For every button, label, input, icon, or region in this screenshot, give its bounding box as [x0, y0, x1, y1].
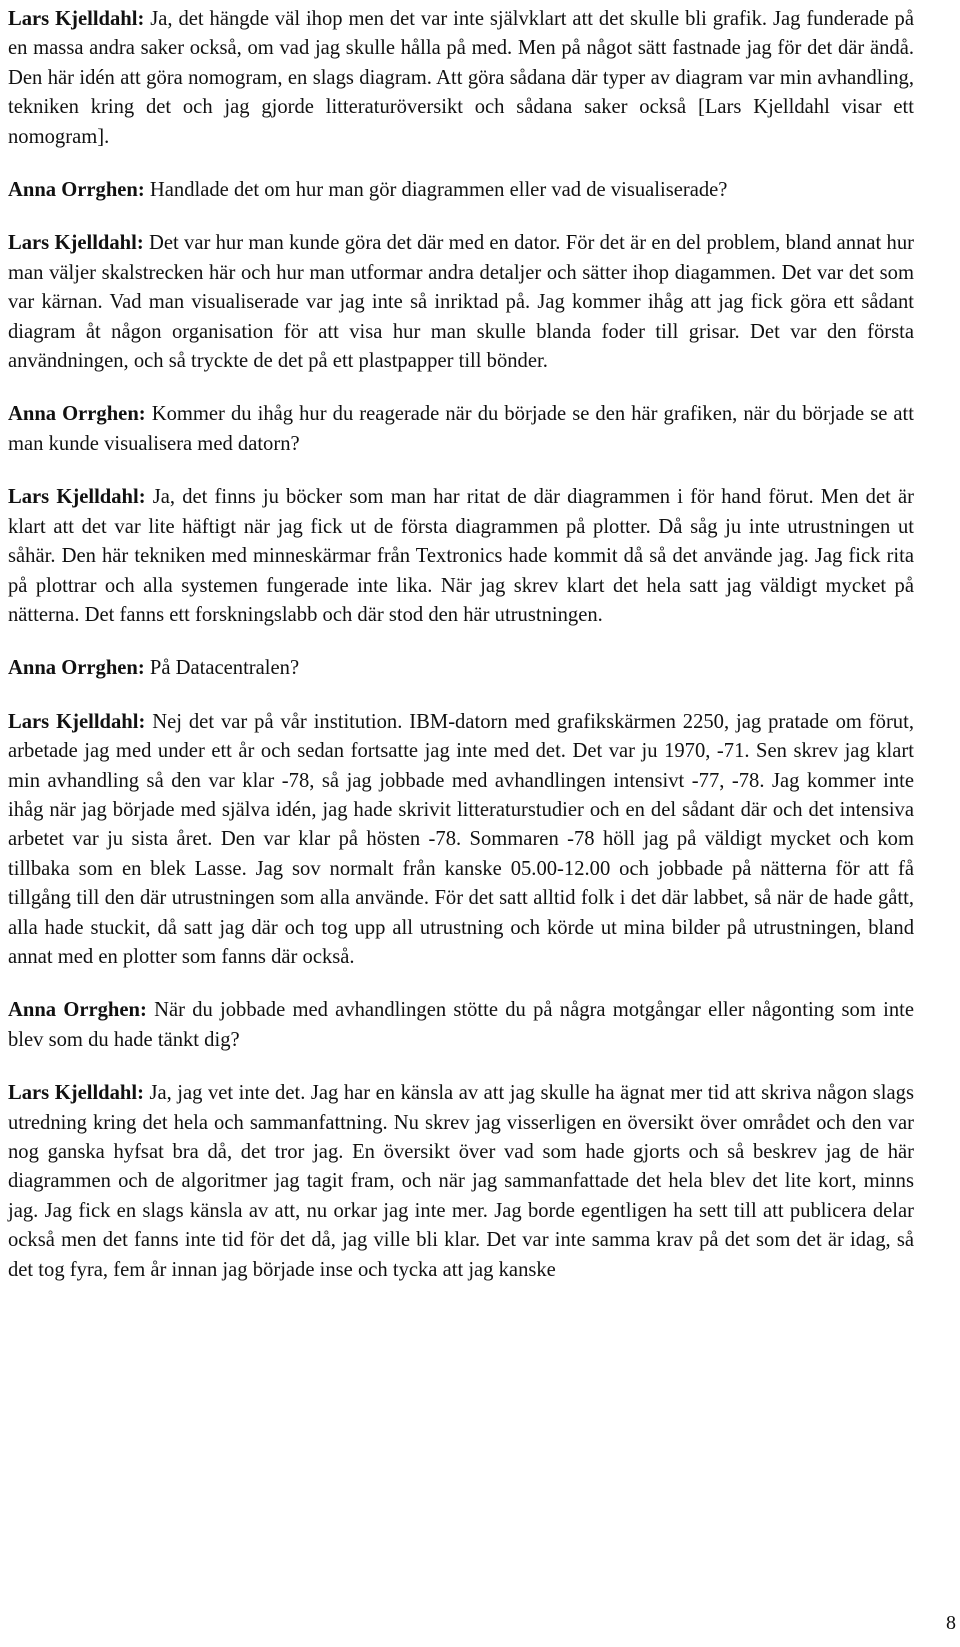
interview-transcript: [8, 5, 914, 1309]
speaker-name: Anna Orrghen:: [8, 657, 145, 680]
speaker-name: Anna Orrghen:: [8, 403, 146, 426]
transcript-paragraph: [8, 1079, 914, 1285]
utterance-text: Ja, det finns ju böcker som man har ritat de där diagrammen i för hand förut. Men det är klart att det var lite häftigt när jag fick ut de första diagrammen på plotter. Då såg ju inte utrustningen ut såhär. Den här tekniken med minneskärmar från Textronics hade kommit då så det använde jag. Jag fick rita på plottrar och alla systemen fungerade inte lika. När jag skrev klart det hela satt jag väldigt mycket på nätterna. Det fanns ett forskningslabb och där stod den här utrustningen.: [8, 486, 914, 626]
utterance-text: Ja, jag vet inte det. Jag har en känsla av att jag skulle ha ägnat mer tid att skriva någon slags utredning kring det hela och sammanfattning. Nu skrev jag visserligen en översikt över området och den var nog ganska hyfsat bra då, det tror jag. En översikt över vad som hade gjorts och så beskrev jag de här diagrammen och de algoritmer jag tagit fram, och när jag sammanfattade det hela blev det lite kort, minns jag. Jag fick en slags känsla av att, nu orkar jag inte mer. Jag borde egentligen ha sett till att publicera delar också men det fanns inte tid för det då, jag ville bli klar. Det var inte samma krav på det som det är idag, så det tog fyra, fem år innan jag började inse och tycka att jag kanske: [8, 1082, 914, 1281]
utterance-text: När du jobbade med avhandlingen stötte du på några motgångar eller någonting som inte blev som du hade tänkt dig?: [8, 999, 914, 1051]
utterance-text: Nej det var på vår institution. IBM-datorn med grafikskärmen 2250, jag pratade om förut, arbetade jag med under ett år och sedan fortsatte jag inte med det. Det var ju 1970, -71. Sen skrev jag klart min avhandling så den var klar -78, så jag jobbade med avhandlingen intensivt -77, -78. Jag kommer inte ihåg när jag började med själva idén, jag hade skrivit litteraturstudier och en del sådant där och det intensiva arbetet var ju sista året. Den var klar på hösten -78. Sommaren -78 höll jag på väldigt mycket och kom tillbaka som en blek Lasse. Jag sov normalt från kanske 05.00-12.00 och jobbade på nätterna för att få tillgång till den där utrustningen som alla använde. För det satt alltid folk i det där labbet, så när de hade gått, alla hade stuckit, då satt jag där och tog upp all utrustning och körde ut mina bilder på utrustningen, bland annat med en plotter som fanns där också.: [8, 710, 914, 968]
utterance-text: Kommer du ihåg hur du reagerade när du började se den här grafiken, när du började se att man kunde visualisera med datorn?: [8, 403, 914, 455]
utterance-text: På Datacentralen?: [149, 657, 300, 680]
transcript-paragraph: [8, 5, 914, 152]
transcript-paragraph: [8, 400, 914, 459]
transcript-paragraph: [8, 483, 914, 630]
speaker-name: Lars Kjelldahl:: [8, 232, 144, 255]
speaker-name: Anna Orrghen:: [8, 179, 145, 202]
page-number: 8: [946, 1612, 956, 1634]
transcript-paragraph: [8, 229, 914, 376]
speaker-name: Lars Kjelldahl:: [8, 486, 146, 509]
transcript-paragraph: [8, 176, 914, 205]
speaker-name: Lars Kjelldahl:: [8, 1082, 144, 1105]
utterance-text: Ja, det hängde väl ihop men det var inte självklart att det skulle bli grafik. Jag funderade på en massa andra saker också, om vad jag skulle hålla på med. Men på något sätt fastnade jag för det där ändå. Den här idén att göra nomogram, en slags diagram. Att göra sådana där typer av diagram var min avhandling, tekniken kring det och jag gjorde litteraturöversikt och sådana saker också [Lars Kjelldahl visar ett nomogram].: [8, 8, 914, 148]
speaker-name: Lars Kjelldahl:: [8, 710, 146, 733]
speaker-name: Anna Orrghen:: [8, 999, 147, 1022]
utterance-text: Det var hur man kunde göra det där med en dator. För det är en del problem, bland annat hur man väljer skalstrecken här och hur man utformar andra detaljer och sätter ihop diagammen. Det var det som var kärnan. Vad man visualiserade var jag inte så inriktad på. Jag kommer ihåg att jag fick göra ett sådant diagram åt någon organisation för att visa hur man skulle blanda foder till grisar. Det var den första användningen, och så tryckte de det på ett plastpapper till bönder.: [8, 232, 914, 373]
utterance-text: Handlade det om hur man gör diagrammen eller vad de visualiserade?: [149, 179, 728, 202]
transcript-paragraph: [8, 996, 914, 1055]
speaker-name: Lars Kjelldahl:: [8, 8, 145, 30]
transcript-paragraph: [8, 708, 914, 973]
transcript-paragraph: [8, 654, 914, 683]
